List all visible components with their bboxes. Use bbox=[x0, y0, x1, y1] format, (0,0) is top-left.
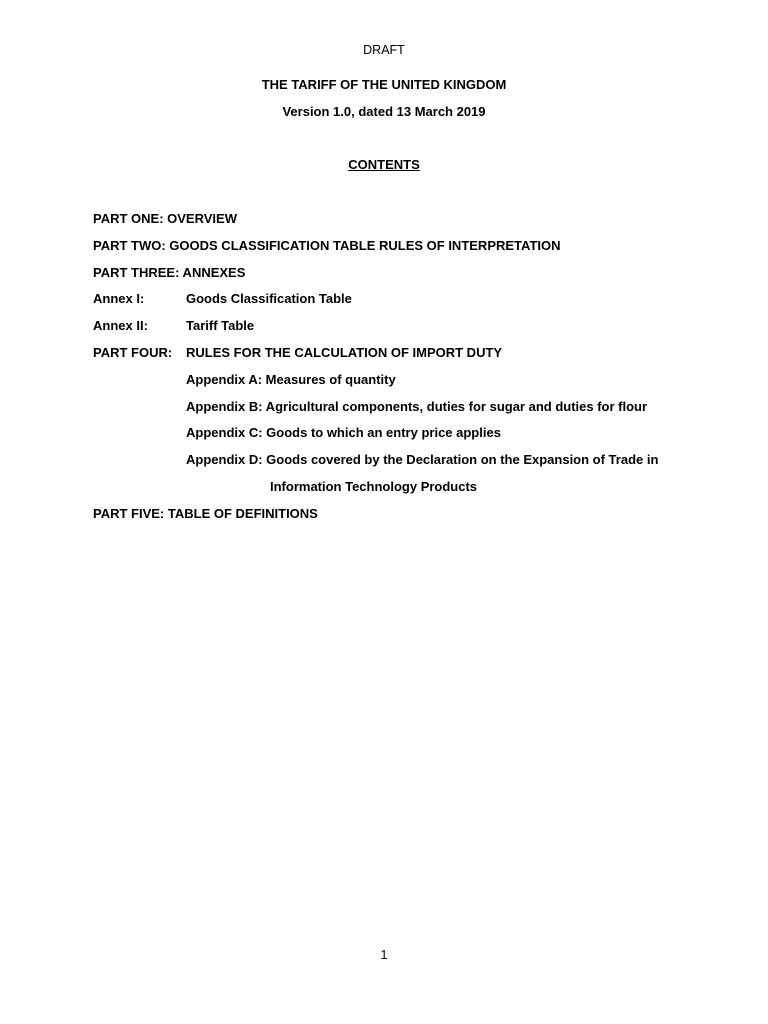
toc-annex-2 bbox=[93, 317, 713, 344]
draft-mark: DRAFT bbox=[363, 43, 405, 57]
toc-part-two-label: PART TWO: GOODS CLASSIFICATION TABLE RULES OF INTERPRETATION bbox=[93, 237, 561, 253]
toc-part-one bbox=[93, 210, 713, 237]
toc-annex-1 bbox=[93, 290, 713, 317]
page-number: 1 bbox=[380, 948, 388, 962]
toc-appendix-c-label: Appendix C: Goods to which an entry price applies bbox=[186, 425, 501, 441]
toc-part-four-title: RULES FOR THE CALCULATION OF IMPORT DUTY bbox=[186, 344, 503, 360]
toc-part-five bbox=[93, 505, 713, 532]
toc-part-three bbox=[93, 264, 713, 291]
toc-part-two bbox=[93, 237, 713, 264]
toc-appendix-a-label: Appendix A: Measures of quantity bbox=[186, 371, 396, 387]
document-version: Version 1.0, dated 13 March 2019 bbox=[282, 104, 486, 119]
toc-appendix-d-continuation-label: Information Technology Products bbox=[270, 478, 478, 494]
document-title: THE TARIFF OF THE UNITED KINGDOM bbox=[261, 77, 507, 92]
toc-appendix-b bbox=[93, 398, 713, 425]
toc-annex-1-label: Annex I: bbox=[93, 291, 145, 307]
toc-appendix-a bbox=[93, 371, 713, 398]
toc-annex-1-title: Goods Classification Table bbox=[186, 291, 352, 307]
toc-annex-2-label: Annex II: bbox=[93, 318, 148, 334]
toc-appendix-b-label: Appendix B: Agricultural components, duties for sugar and duties for flour bbox=[186, 398, 648, 414]
toc-part-five-label: PART FIVE: TABLE OF DEFINITIONS bbox=[93, 505, 318, 521]
toc-part-four bbox=[93, 344, 713, 371]
toc-appendix-d-continuation bbox=[93, 478, 713, 505]
toc-annex-2-title: Tariff Table bbox=[186, 318, 255, 334]
toc-appendix-d-label: Appendix D: Goods covered by the Declaration on the Expansion of Trade in bbox=[186, 452, 659, 468]
contents-heading: CONTENTS bbox=[348, 157, 420, 172]
toc-appendix-c bbox=[93, 424, 713, 451]
table-of-contents bbox=[93, 210, 713, 532]
toc-part-four-label: PART FOUR: bbox=[93, 344, 173, 360]
toc-appendix-d bbox=[93, 451, 713, 478]
toc-part-one-label: PART ONE: OVERVIEW bbox=[93, 211, 237, 226]
toc-part-three-label: PART THREE: ANNEXES bbox=[93, 264, 246, 280]
